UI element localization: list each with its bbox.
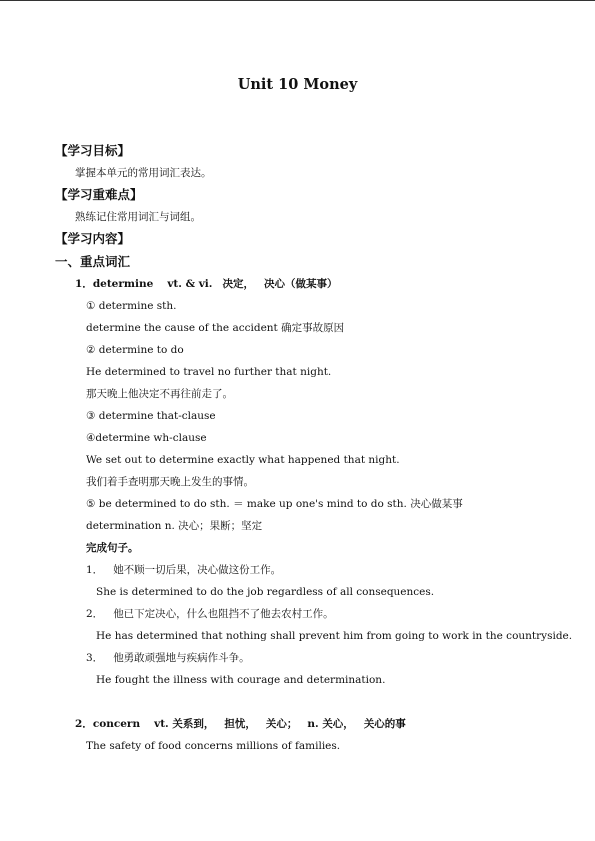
exercise-number: 2．: [86, 608, 104, 620]
exercise-number: 3．: [86, 652, 104, 664]
usage-line: ④determine wh-clause: [86, 432, 207, 444]
exercise-chinese: 他勇敢顽强地与疾病作斗争。: [113, 652, 250, 664]
word-meaning: 决心（做某事）: [263, 278, 338, 290]
usage-line: 我们着手查明那天晚上发生的事情。: [86, 476, 254, 488]
exercise-answer: He has determined that nothing shall prevent him from going to work in the countryside.: [96, 630, 573, 642]
word-meaning: 关心的事: [363, 718, 406, 730]
headword: determine: [92, 278, 154, 290]
exercise-answer: He fought the illness with courage and determination.: [96, 674, 386, 686]
keypoints-heading: 【学习重难点】: [55, 187, 143, 202]
keypoints-text: 熟练记住常用词汇与词组。: [75, 211, 201, 223]
objective-heading: 【学习目标】: [55, 143, 131, 158]
part-of-speech: n.: [307, 718, 319, 730]
usage-line: We set out to determine exactly what happened that night.: [86, 454, 400, 466]
word-meaning: 关心；: [265, 718, 298, 730]
exercise-number: 1．: [86, 564, 104, 576]
part-of-speech: vt.: [154, 718, 169, 730]
exercise-chinese: 他已下定决心，什么也阻挡不了他去农村工作。: [113, 608, 334, 620]
exercise-item: [86, 607, 334, 621]
word-meaning: 关系到，: [172, 718, 215, 730]
page-title: Unit 10 Money: [237, 76, 358, 93]
word-meaning: 决定，: [222, 278, 254, 290]
exercise-chinese: 她不顾一切后果，决心做这份工作。: [113, 564, 282, 576]
exercise-item: [86, 563, 281, 577]
word-entry-heading: [75, 717, 406, 731]
top-border-line: [0, 0, 595, 1]
vocab-heading: 一、重点词汇: [55, 254, 131, 269]
part-of-speech: vt. & vi.: [167, 278, 213, 290]
usage-line: determine the cause of the accident 确定事故原因: [86, 322, 345, 334]
content-heading: 【学习内容】: [55, 231, 131, 246]
word-number: 2．: [75, 718, 93, 730]
word-entry-heading: [75, 277, 337, 291]
objective-text: 掌握本单元的常用词汇表达。: [75, 167, 212, 179]
usage-line: ⑤ be determined to do sth. ＝ make up one's mind to do sth. 决心做某事: [86, 498, 463, 510]
usage-line: determination n. 决心；果断；坚定: [86, 520, 263, 532]
usage-line: ② determine to do: [86, 344, 184, 356]
word-number: 1．: [75, 278, 93, 290]
exercise-item: [86, 651, 250, 665]
usage-line: ① determine sth.: [86, 300, 177, 312]
usage-line: He determined to travel no further that night.: [86, 366, 332, 378]
usage-line: The safety of food concerns millions of families.: [86, 740, 341, 752]
exercise-answer: She is determined to do the job regardless of all consequences.: [96, 586, 435, 598]
headword: concern: [92, 718, 141, 730]
usage-line: 那天晚上他决定不再往前走了。: [86, 388, 233, 400]
usage-line: ③ determine that-clause: [86, 410, 216, 422]
exercise-heading: 完成句子。: [86, 542, 139, 554]
word-meaning: 担忧，: [224, 718, 256, 730]
word-meaning: 关心，: [322, 718, 354, 730]
